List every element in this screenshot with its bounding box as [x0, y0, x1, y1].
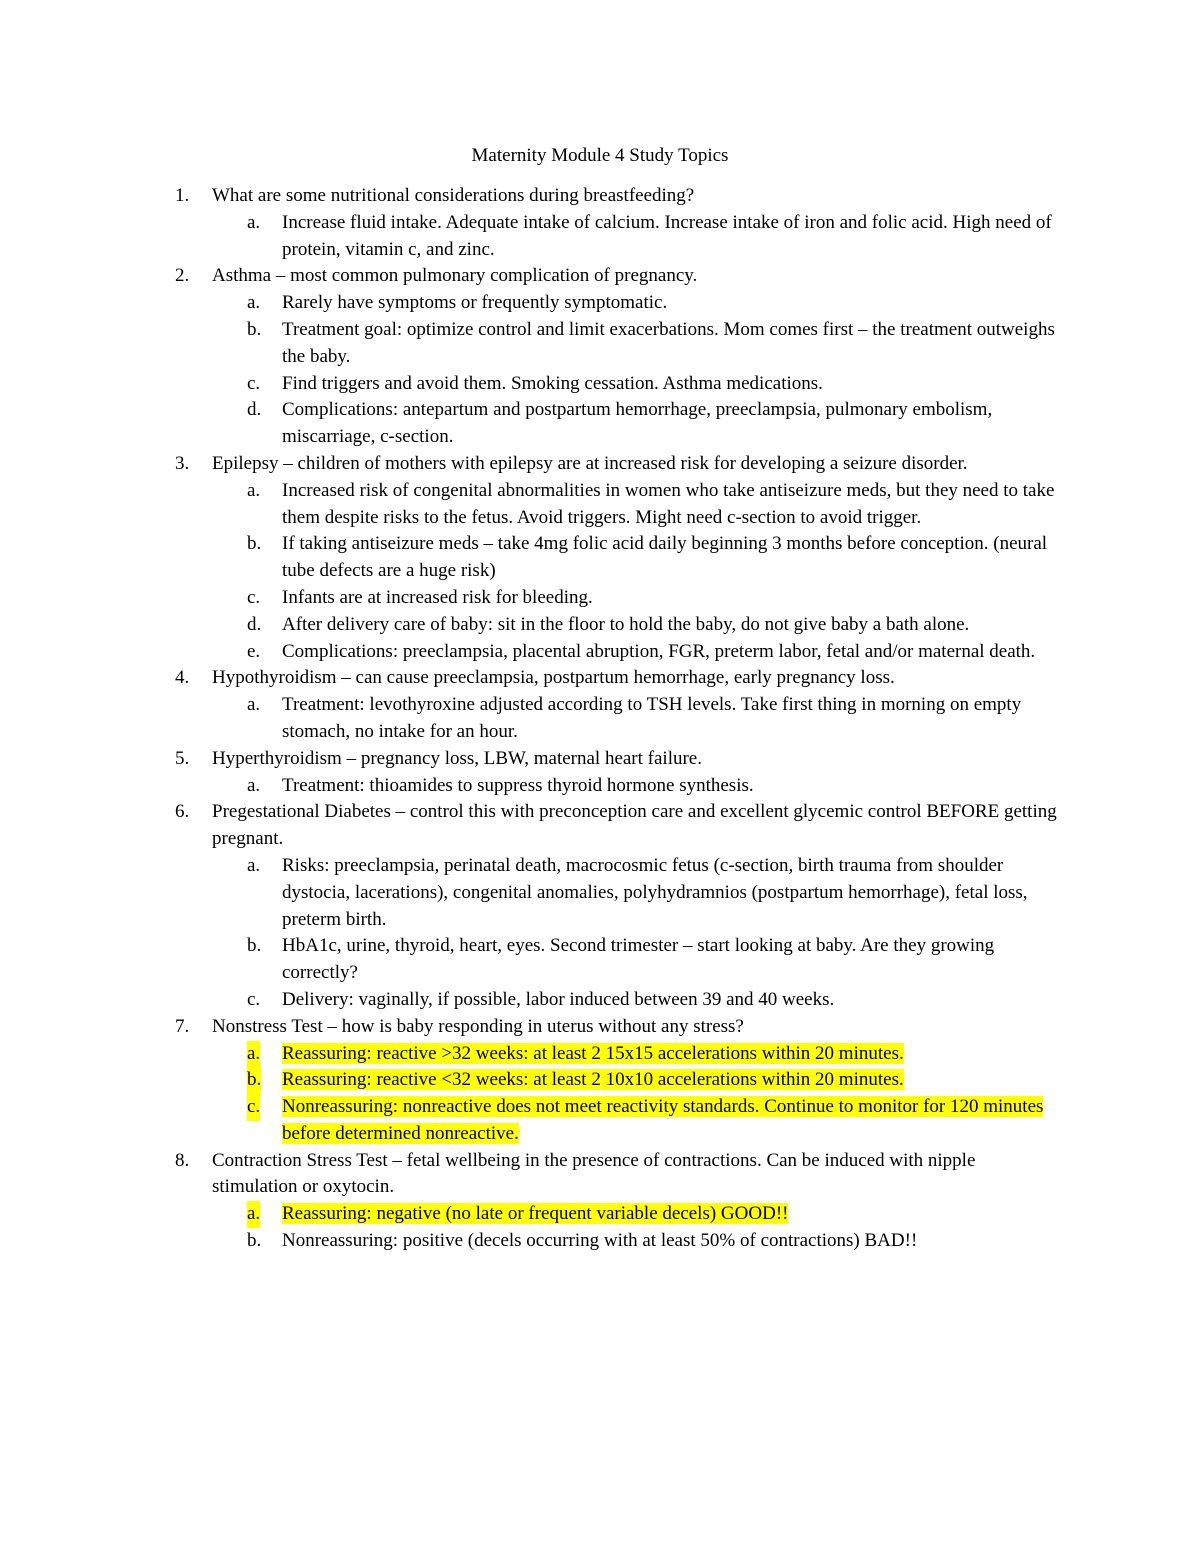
sub-list-item-text: Treatment goal: optimize control and limit exacerbations. Mom comes first – the treatment outweighs the baby.: [282, 318, 1055, 367]
sub-list-item-letter: b.: [247, 318, 262, 340]
sub-list-item: [0, 1094, 1072, 1148]
sub-list-item: [0, 210, 1072, 264]
list-item-number: 3.: [175, 452, 190, 474]
sub-list-item-text: After delivery care of baby: sit in the floor to hold the baby, do not give baby a bath alone.: [282, 613, 970, 635]
sub-list-item-text: Infants are at increased risk for bleeding.: [282, 586, 593, 608]
sub-list-item-letter: c.: [247, 586, 261, 608]
list-item-text: Pregestational Diabetes – control this with preconception care and excellent glycemic control BEFORE getting pregnant.: [212, 801, 1057, 850]
sub-list-item-text: HbA1c, urine, thyroid, heart, eyes. Second trimester – start looking at baby. Are they growing correctly?: [282, 935, 995, 984]
sub-list-item-text: Increase fluid intake. Adequate intake of calcium. Increase intake of iron and folic acid. High need of protein, vitamin c, and zinc.: [282, 211, 1052, 260]
sub-list-item: [0, 612, 1072, 639]
sub-list-item-letter: b.: [247, 533, 262, 555]
sub-list-item-letter: a.: [247, 479, 261, 501]
sub-list-item-text: Complications: antepartum and postpartum hemorrhage, preeclampsia, pulmonary embolism, miscarriage, c-section.: [282, 399, 993, 448]
sub-list-item: [0, 1041, 1072, 1068]
sub-list-item-text: Treatment: thioamides to suppress thyroid hormone synthesis.: [282, 774, 754, 796]
list-item-number: 5.: [175, 747, 190, 769]
sub-list-item-text: If taking antiseizure meds – take 4mg folic acid daily beginning 3 months before conception. (neural tube defects are a huge risk): [282, 533, 1048, 582]
sub-list-item-letter: b.: [247, 935, 262, 957]
sub-list-item: [0, 531, 1072, 585]
sub-list-item-text: Rarely have symptoms or frequently symptomatic.: [282, 292, 668, 314]
sub-list-item: [0, 692, 1072, 746]
sub-list-item-text: Reassuring: reactive >32 weeks: at least 2 15x15 accelerations within 20 minutes.: [282, 1042, 904, 1064]
list-item-number: 6.: [175, 801, 190, 823]
sub-list-item-letter: d.: [247, 613, 262, 635]
sub-list-item-text: Nonreassuring: nonreactive does not meet reactivity standards. Continue to monitor for 120 minutes before determined nonreactive.: [282, 1096, 1044, 1144]
list-item: [0, 1148, 1062, 1202]
list-item: [0, 746, 1062, 773]
list-item-text: Asthma – most common pulmonary complication of pregnancy.: [212, 265, 698, 287]
sub-list-item-text: Find triggers and avoid them. Smoking cessation. Asthma medications.: [282, 372, 823, 394]
sub-list-item-text: Complications: preeclampsia, placental abruption, FGR, preterm labor, fetal and/or maternal death.: [282, 640, 1036, 662]
sub-list-item: [0, 933, 1072, 987]
sub-list-item-letter: a.: [247, 774, 261, 796]
list-item-text: Contraction Stress Test – fetal wellbeing in the presence of contractions. Can be induced with nipple stimulation or oxytocin.: [212, 1149, 976, 1198]
list-item: [0, 1014, 1062, 1041]
sub-list-item-letter: c.: [247, 372, 261, 394]
list-item-number: 1.: [175, 185, 190, 206]
sub-list-item-letter: a.: [247, 292, 261, 314]
sub-list-item-letter: b.: [247, 1230, 262, 1252]
sub-list-item-text: Reassuring: reactive <32 weeks: at least 2 10x10 accelerations within 20 minutes.: [282, 1069, 904, 1091]
sub-list-item-letter: a.: [247, 211, 261, 233]
sub-list-item-letter: a.: [247, 1201, 260, 1228]
sub-list-item: [0, 585, 1072, 612]
list-item-text: Nonstress Test – how is baby responding in uterus without any stress?: [212, 1015, 744, 1037]
sub-list-item-letter: a.: [247, 694, 261, 716]
list-item-text: Epilepsy – children of mothers with epilepsy are at increased risk for developing a seizure disorder.: [212, 452, 968, 474]
sub-list-item-letter: d.: [247, 399, 262, 421]
topic-list: [0, 183, 1200, 1255]
sub-list-item: [0, 397, 1072, 451]
sub-list-item-letter: c.: [247, 988, 261, 1010]
sub-list-item: [0, 1201, 1072, 1228]
sub-list-item: [0, 1228, 1072, 1255]
sub-list-item: [0, 317, 1072, 371]
sub-list-item: [0, 478, 1072, 532]
list-item-number: 2.: [175, 265, 190, 287]
list-item: [0, 665, 1062, 692]
sub-list-item-letter: e.: [247, 640, 261, 662]
sub-list-item-letter: b.: [247, 1067, 261, 1094]
sub-list-item: [0, 773, 1072, 800]
sub-list-item-text: Nonreassuring: positive (decels occurring with at least 50% of contractions) BAD!!: [282, 1230, 918, 1252]
sub-list-item-text: Increased risk of congenital abnormalities in women who take antiseizure meds, but they need to take them despite risks to the fetus. Avoid triggers. Might need c-section to avoid trigger.: [282, 479, 1055, 528]
list-item-number: 4.: [175, 667, 190, 689]
sub-list-item-text: Delivery: vaginally, if possible, labor induced between 39 and 40 weeks.: [282, 988, 835, 1010]
list-item-text: Hypothyroidism – can cause preeclampsia, postpartum hemorrhage, early pregnancy loss.: [212, 667, 895, 689]
list-item-text: What are some nutritional considerations during breastfeeding?: [212, 185, 695, 206]
sub-list-item-text: Reassuring: negative (no late or frequent variable decels) GOOD!!: [282, 1203, 789, 1225]
list-item: [0, 183, 1062, 210]
list-item: [0, 799, 1062, 853]
sub-list-item-letter: a.: [247, 1041, 260, 1068]
list-item-number: 8.: [175, 1149, 190, 1171]
document-title: Maternity Module 4 Study Topics: [471, 145, 729, 166]
list-item-number: 7.: [175, 1015, 190, 1037]
sub-list-item-letter: c.: [247, 1094, 260, 1121]
sub-list-item: [0, 371, 1072, 398]
list-item-text: Hyperthyroidism – pregnancy loss, LBW, maternal heart failure.: [212, 747, 702, 769]
sub-list-item: [0, 1067, 1072, 1094]
sub-list-item-letter: a.: [247, 854, 261, 876]
sub-list-item-text: Risks: preeclampsia, perinatal death, macrocosmic fetus (c-section, birth trauma from shoulder dystocia, lacerations), congenital anomalies, polyhydramnios (postpartum hemorrhage), fetal loss, preterm birth.: [282, 854, 1028, 930]
list-item: [0, 263, 1062, 290]
sub-list-item: [0, 987, 1072, 1014]
sub-list-item: [0, 639, 1072, 666]
sub-list-item-text: Treatment: levothyroxine adjusted according to TSH levels. Take first thing in morning on empty stomach, no intake for an hour.: [282, 694, 1022, 742]
list-item: [0, 451, 1062, 478]
sub-list-item: [0, 290, 1072, 317]
sub-list-item: [0, 853, 1072, 933]
